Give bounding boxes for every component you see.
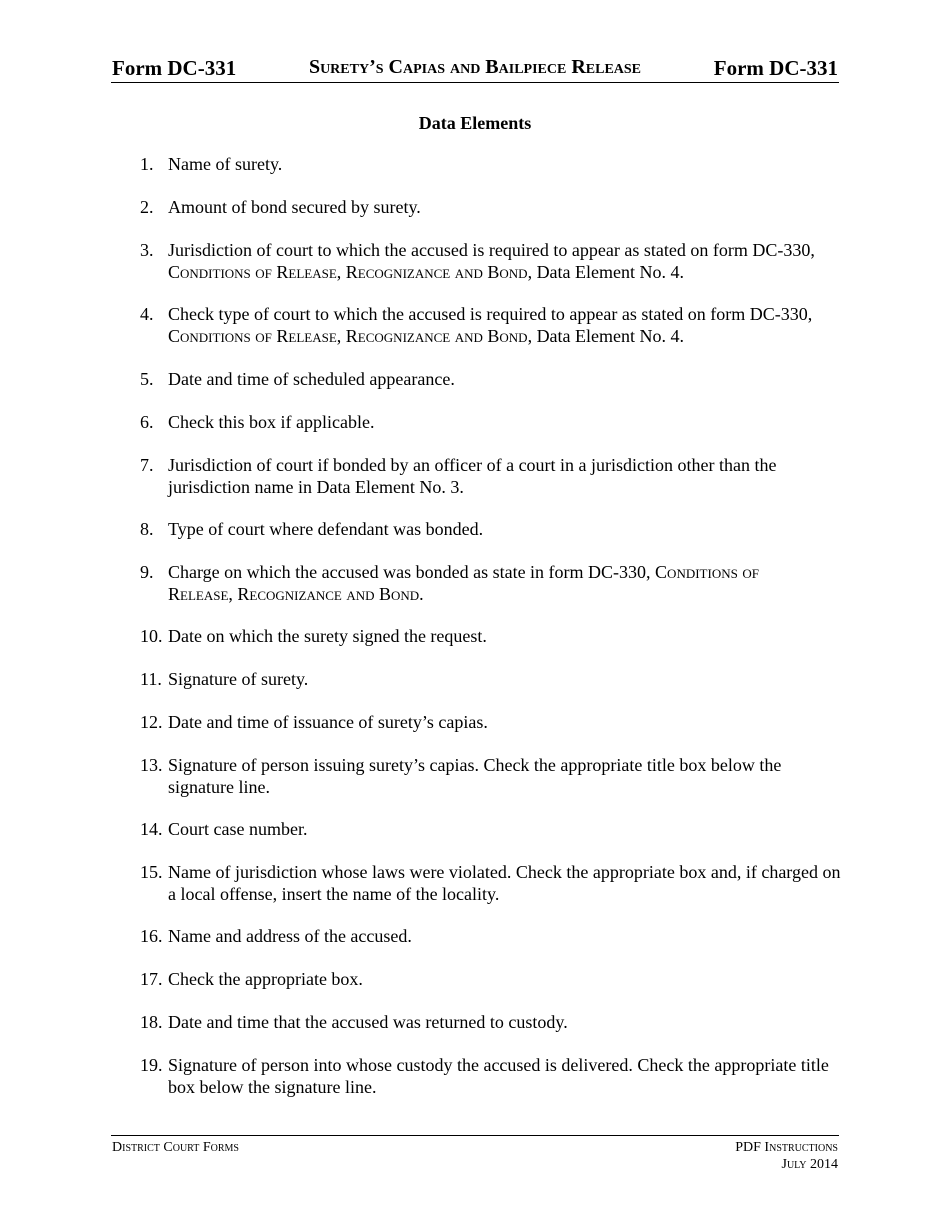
footer-date: July 2014: [781, 1156, 838, 1172]
item-text: [168, 240, 848, 283]
item-number: 12.: [140, 712, 163, 732]
item-number: 16.: [140, 926, 163, 946]
page-header: [111, 56, 839, 83]
page-footer: [111, 1135, 839, 1172]
item-number: 2.: [140, 197, 154, 217]
item-number: 11.: [140, 669, 162, 689]
item-number: 7.: [140, 455, 154, 475]
item-text-line: Jurisdiction of court to which the accused is required to appear as stated on form DC-330,: [168, 240, 815, 260]
item-number: 3.: [140, 240, 154, 260]
item-number: 1.: [140, 154, 154, 174]
item-text: Date and time that the accused was returned to custody.: [168, 1012, 568, 1032]
item-number: 5.: [140, 369, 154, 389]
form-reference: Conditions of Release, Recognizance and Bond: [168, 325, 528, 346]
item-number: 14.: [140, 819, 163, 839]
item-text-tail: .: [419, 583, 424, 604]
item-text-line: Check type of court to which the accused is required to appear as stated on form DC-330,: [168, 304, 813, 324]
item-text: Jurisdiction of court if bonded by an officer of a court in a jurisdiction other than the jurisdiction name in Data Element No. 3.: [168, 455, 777, 497]
item-text: Amount of bond secured by surety.: [168, 197, 421, 217]
item-text: Type of court where defendant was bonded.: [168, 519, 484, 539]
item-number: 8.: [140, 519, 154, 539]
item-number: 6.: [140, 412, 154, 432]
form-title: Surety’s Capias and Bailpiece Release: [308, 56, 642, 78]
item-number: 10.: [140, 626, 163, 646]
item-text-tail: , Data Element No. 4.: [527, 325, 685, 346]
item-text: [168, 304, 848, 347]
item-text: Name of jurisdiction whose laws were violated. Check the appropriate box and, if charged on a local offense, insert the name of the locality.: [168, 862, 841, 904]
item-text: Name of surety.: [168, 154, 283, 174]
item-text: Signature of person into whose custody the accused is delivered. Check the appropriate title box below the signature line.: [168, 1055, 829, 1097]
item-text: [168, 562, 848, 605]
footer-left: District Court Forms: [112, 1140, 239, 1155]
item-text-lead: Charge on which the accused was bonded as state in form DC-330,: [168, 562, 656, 582]
item-number: 9.: [140, 562, 154, 582]
form-number-left: Form DC-331: [112, 56, 237, 80]
item-text: Signature of surety.: [168, 669, 309, 689]
item-number: 13.: [140, 755, 163, 775]
item-text: Date and time of scheduled appearance.: [168, 369, 455, 389]
item-number: 17.: [140, 969, 163, 989]
form-number-right: Form DC-331: [713, 56, 838, 80]
item-text: Check the appropriate box.: [168, 969, 363, 989]
item-text: Signature of person issuing surety’s capias. Check the appropriate title box below the signature line.: [168, 755, 782, 797]
form-reference: Release, Recognizance and Bond: [168, 583, 420, 604]
item-text: Court case number.: [168, 819, 308, 839]
item-text: Date on which the surety signed the request.: [168, 626, 487, 646]
item-number: 4.: [140, 304, 154, 324]
item-text-tail: , Data Element No. 4.: [527, 261, 685, 282]
item-number: 18.: [140, 1012, 163, 1032]
footer-right-line1: PDF Instructions: [735, 1140, 838, 1155]
item-text: Name and address of the accused.: [168, 926, 412, 946]
item-number: 19.: [140, 1055, 163, 1075]
item-number: 15.: [140, 862, 163, 882]
section-title: Data Elements: [418, 113, 532, 133]
form-reference: Conditions of: [655, 562, 759, 582]
form-reference: Conditions of Release, Recognizance and Bond: [168, 261, 528, 282]
item-text: Date and time of issuance of surety’s capias.: [168, 712, 488, 732]
item-text: Check this box if applicable.: [168, 412, 375, 432]
footer-right: [735, 1140, 838, 1173]
